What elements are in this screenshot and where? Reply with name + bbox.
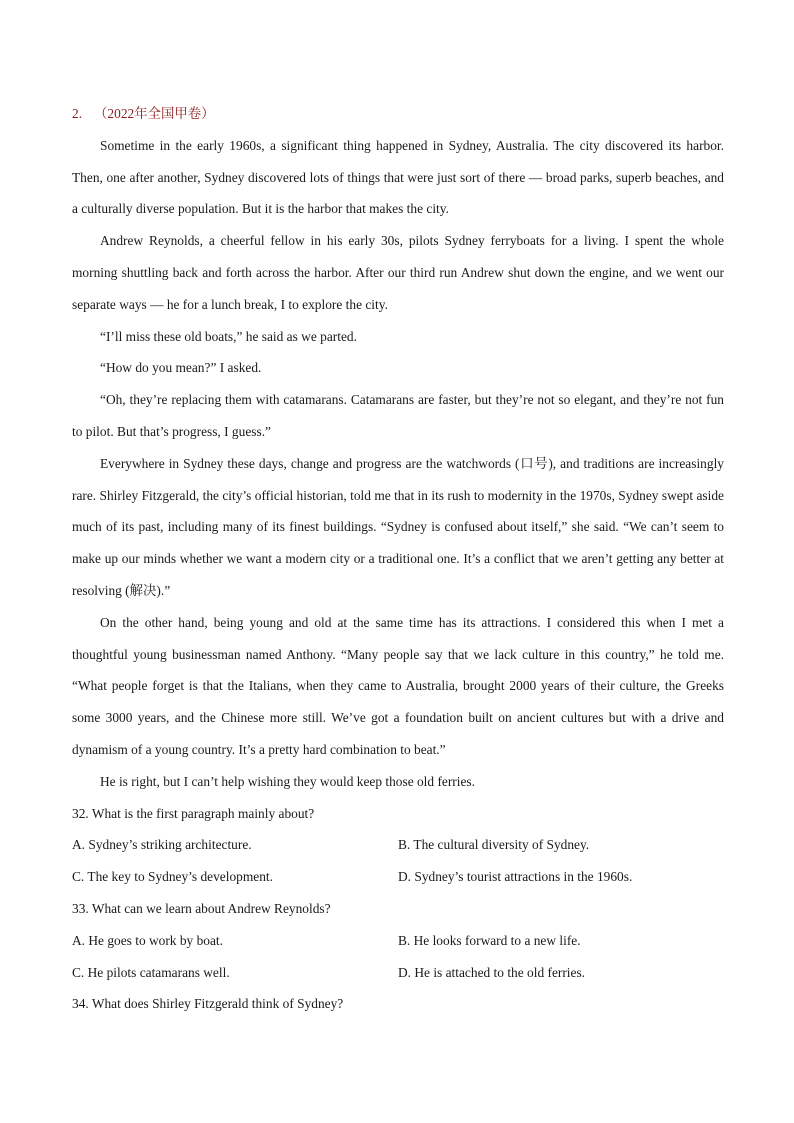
- document-page: [72, 98, 724, 1020]
- question-32-option-d: D. Sydney’s tourist attractions in the 1960s.: [398, 869, 633, 885]
- question-33-stem: 33. What can we learn about Andrew Reynolds?: [72, 900, 331, 916]
- question-32-options: [72, 829, 724, 893]
- passage-paragraph-1: Sometime in the early 1960s, a significant thing happened in Sydney, Australia. The city discovered its harbor. Then, one after another, Sydney discovered lots of things that were just sort of there — broad parks, superb beaches, and a culturally diverse population. But it is the harbor that makes the city.: [72, 137, 724, 217]
- question-heading: [72, 98, 724, 130]
- passage-paragraph-7: On the other hand, being young and old at the same time has its attractions. I considered this when I met a thoughtful young businessman named Anthony. “Many people say that we lack culture in this country,” he told me. “What people forget is that the Italians, when they came to Australia, brought 2000 years of their culture, the Greeks some 3000 years, and the Chinese more still. We’ve got a foundation built on ancient cultures but with a drive and dynamism of a young country. It’s a pretty hard combination to beat.”: [72, 614, 724, 757]
- passage-paragraph-5: “Oh, they’re replacing them with catamarans. Catamarans are faster, but they’re not so elegant, and they’re not fun to pilot. But that’s progress, I guess.”: [72, 392, 724, 439]
- passage-paragraph-4: “How do you mean?” I asked.: [100, 360, 262, 376]
- question-32-stem: 32. What is the first paragraph mainly about?: [72, 805, 315, 821]
- question-33-option-c: C. He pilots catamarans well.: [72, 964, 230, 980]
- question-number: 2.: [72, 106, 83, 121]
- question-33-option-a: A. He goes to work by boat.: [72, 932, 223, 948]
- question-33-options: [72, 925, 724, 989]
- exam-source: （2022年全国甲卷）: [94, 106, 215, 121]
- passage-paragraph-6: Everywhere in Sydney these days, change and progress are the watchwords (口号), and traditions are increasingly rare. Shirley Fitzgerald, the city’s official historian, told me that in its rush to modernity in the 1970s, Sydney swept aside much of its past, including many of its finest buildings. “Sydney is confused about itself,” she said. “We can’t seem to make up our minds whether we want a modern city or a traditional one. It’s a conflict that we aren’t getting any better at resolving (解决).”: [72, 455, 724, 598]
- question-33-option-b: B. He looks forward to a new life.: [398, 932, 581, 948]
- question-34-stem: 34. What does Shirley Fitzgerald think of Sydney?: [72, 996, 344, 1012]
- question-32-option-a: A. Sydney’s striking architecture.: [72, 837, 252, 853]
- question-32-option-c: C. The key to Sydney’s development.: [72, 869, 273, 885]
- passage-paragraph-8: He is right, but I can’t help wishing they would keep those old ferries.: [100, 773, 475, 789]
- question-32-option-b: B. The cultural diversity of Sydney.: [398, 837, 590, 853]
- passage-paragraph-3: “I’ll miss these old boats,” he said as we parted.: [100, 328, 357, 344]
- passage-paragraph-2: Andrew Reynolds, a cheerful fellow in his early 30s, pilots Sydney ferryboats for a living. I spent the whole morning shuttling back and forth across the harbor. After our third run Andrew shut down the engine, and we went our separate ways — he for a lunch break, I to explore the city.: [72, 233, 724, 312]
- question-33-option-d: D. He is attached to the old ferries.: [398, 964, 586, 980]
